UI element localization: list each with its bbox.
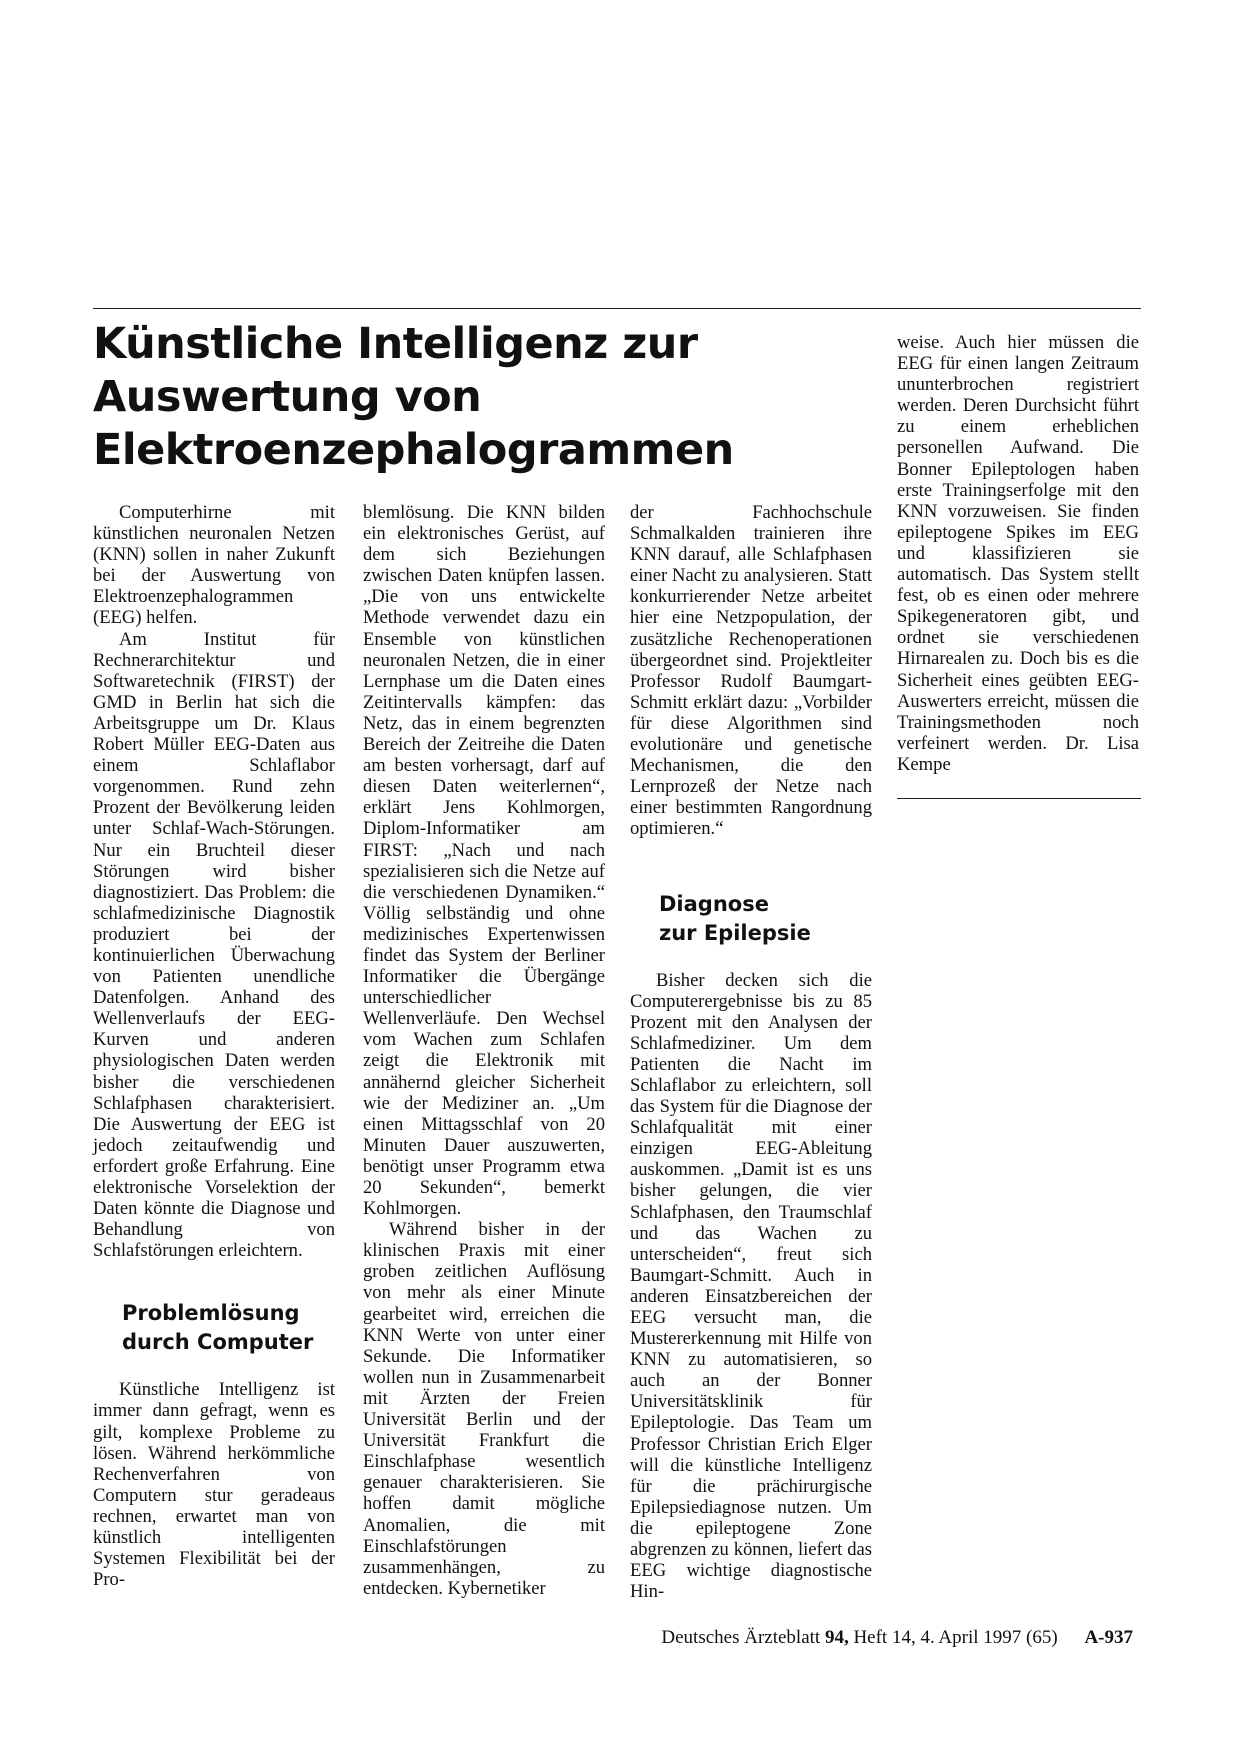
column-1 <box>93 502 335 1590</box>
issue-info: Heft 14, 4. April 1997 (65) <box>853 1627 1058 1648</box>
page-number: A-937 <box>1084 1627 1133 1648</box>
end-rule <box>897 798 1141 799</box>
intro-paragraph: Computerhirne mit künstlichen neuronalen Netzen (KNN) sollen in naher Zukunft bei der Auswertung von Elektroenzephalogrammen (EEG) helfen. <box>93 502 335 629</box>
article-title: Künstliche Intelligenz zur Auswertung von Elektroenzephalogrammen <box>93 319 734 475</box>
body-paragraph: Während bisher in der klinischen Praxis mit einer groben zeitlichen Auflösung von mehr als einer Minute gearbeitet wird, erreichen die KNN Werte von unter einer Sekunde. Die Informatiker wollen nun in Zusammenarbeit mit Ärzten der Freien Universität Berlin und der Universität Frankfurt die Einschlafphase wesentlich genauer charakterisieren. Sie hoffen damit mögliche Anomalien, die mit Einschlafstörungen zusammenhängen, zu entdecken. Kybernetiker <box>363 1219 605 1599</box>
column-2 <box>363 502 605 1599</box>
body-paragraph: Am Institut für Rechnerarchitektur und Softwaretechnik (FIRST) der GMD in Berlin hat sich die Arbeitsgruppe um Dr. Klaus Robert Müller EEG-Daten aus einem Schlaflabor vorgenommen. Rund zehn Prozent der Bevölkerung leiden unter Schlaf-Wach-Störungen. Nur ein Bruchteil dieser Störungen wird bisher diagnostiziert. Das Problem: die schlafmedizinische Diagnostik produziert bei der kontinuierlichen Überwachung von Patienten unendliche Datenfolgen. Anhand des Wellenverlaufs der EEG-Kurven und anderen physiologischen Daten werden bisher die verschiedenen Schlafphasen charakterisiert. Die Auswertung der EEG ist jedoch zeitaufwendig und erfordert große Erfahrung. Eine elektronische Vorselektion der Daten könnte die Diagnose und Behandlung von Schlafstörungen erleichtern. <box>93 628 335 1262</box>
body-paragraph: blemlösung. Die KNN bilden ein elektronisches Gerüst, auf dem sich Beziehungen zwischen Daten knüpfen lassen. „Die von uns entwickelte Methode verwendet dazu ein Ensemble von künstlichen neuronalen Netzen, die in einer Lernphase um die Daten eines Zeitintervalls kämpfen: das Netz, das in einem begrenzten Bereich der Zeitreihe die Daten am besten vorhersagt, darf auf diesen Daten weiterlernen“, erklärt Jens Kohlmorgen, Diplom-Informatiker am FIRST: „Nach und nach spezialisieren sich die Netze auf die verschiedenen Dynamiken.“ Völlig selbständig und ohne medizinisches Expertenwissen findet das System der Berliner Informatiker die Übergänge unterschiedlicher Wellenverläufe. Den Wechsel vom Wachen zum Schlafen zeigt die Elektronik mit annähernd gleicher Sicherheit wie der Mediziner an. „Um einen Mittagsschlaf von 20 Minuten Dauer auszuwerten, benötigt unser Programm etwa 20 Sekunden“, bemerkt Kohlmorgen. <box>363 502 605 1220</box>
body-paragraph: weise. Auch hier müssen die EEG für einen langen Zeitraum ununterbrochen registriert werden. Deren Durchsicht führt zu einem erheblichen personellen Aufwand. Die Bonner Epileptologen haben erste Trainingserfolge mit den KNN vorzuweisen. Sie finden epileptogene Spikes im EEG und klassifizieren sie automatisch. Das System stellt fest, ob es einen oder mehrere Spikegeneratoren gibt, und ordnet sie verschiedenen Hirnarealen zu. Doch bis es die Sicherheit eines geübten EEG-Auswerters erreicht, müssen die Trainingsmethoden noch verfeinert werden. Dr. Lisa Kempe <box>897 332 1139 775</box>
journal-name: Deutsches Ärzteblatt <box>661 1627 821 1648</box>
body-paragraph: Bisher decken sich die Computerergebnisse bis zu 85 Prozent mit den Analysen der Schlafmediziner. Um dem Patienten die Nacht im Schlaflabor zu erleichtern, soll das System für die Diagnose der Schlafqualität mit einer einzigen EEG-Ableitung auskommen. „Damit ist es uns bisher gelungen, die vier Schlafphasen, den Traumschlaf und das Wachen zu unterscheiden“, freut sich Baumgart-Schmitt. Auch in anderen Einsatzbereichen der EEG versucht man, die Mustererkennung mit Hilfe von KNN zu automatisieren, so auch an der Bonner Universitätsklinik für Epileptologie. Das Team um Professor Christian Erich Elger will die künstliche Intelligenz für die prächirurgische Epilepsiediagnose nutzen. Um die epileptogene Zone abgrenzen zu können, liefert das EEG wichtige diagnostische Hin- <box>630 969 872 1603</box>
body-paragraph: der Fachhochschule Schmalkalden trainieren ihre KNN darauf, alle Schlafphasen einer Nacht zu analysieren. Statt konkurrierender Netze arbeitet hier eine Netzpopulation, der zusätzliche Rechenoperationen übergeordnet sind. Projektleiter Professor Rudolf Baumgart-Schmitt erklärt dazu: „Vorbilder für diese Algorithmen sind evolutionäre und genetische Mechanismen, die den Lernprozeß der Netze nach einer bestimmten Rangordnung optimieren.“ <box>630 502 872 840</box>
column-4 <box>897 332 1139 775</box>
body-paragraph: Künstliche Intelligenz ist immer dann gefragt, wenn es gilt, komplexe Probleme zu lösen. Während herkömmliche Rechenverfahren von Computern stur geradeaus rechnen, erwartet man von künstlich intelligenten Systemen Flexibilität bei der Pro- <box>93 1379 335 1591</box>
column-3 <box>630 502 872 1602</box>
volume-number: 94, <box>824 1627 849 1648</box>
top-rule <box>93 308 1141 309</box>
subheading-problemloesung: Problemlösung durch Computer <box>122 1301 314 1355</box>
page-footer <box>661 1627 1133 1649</box>
subheading-diagnose: Diagnose zur Epilepsie <box>659 891 811 945</box>
